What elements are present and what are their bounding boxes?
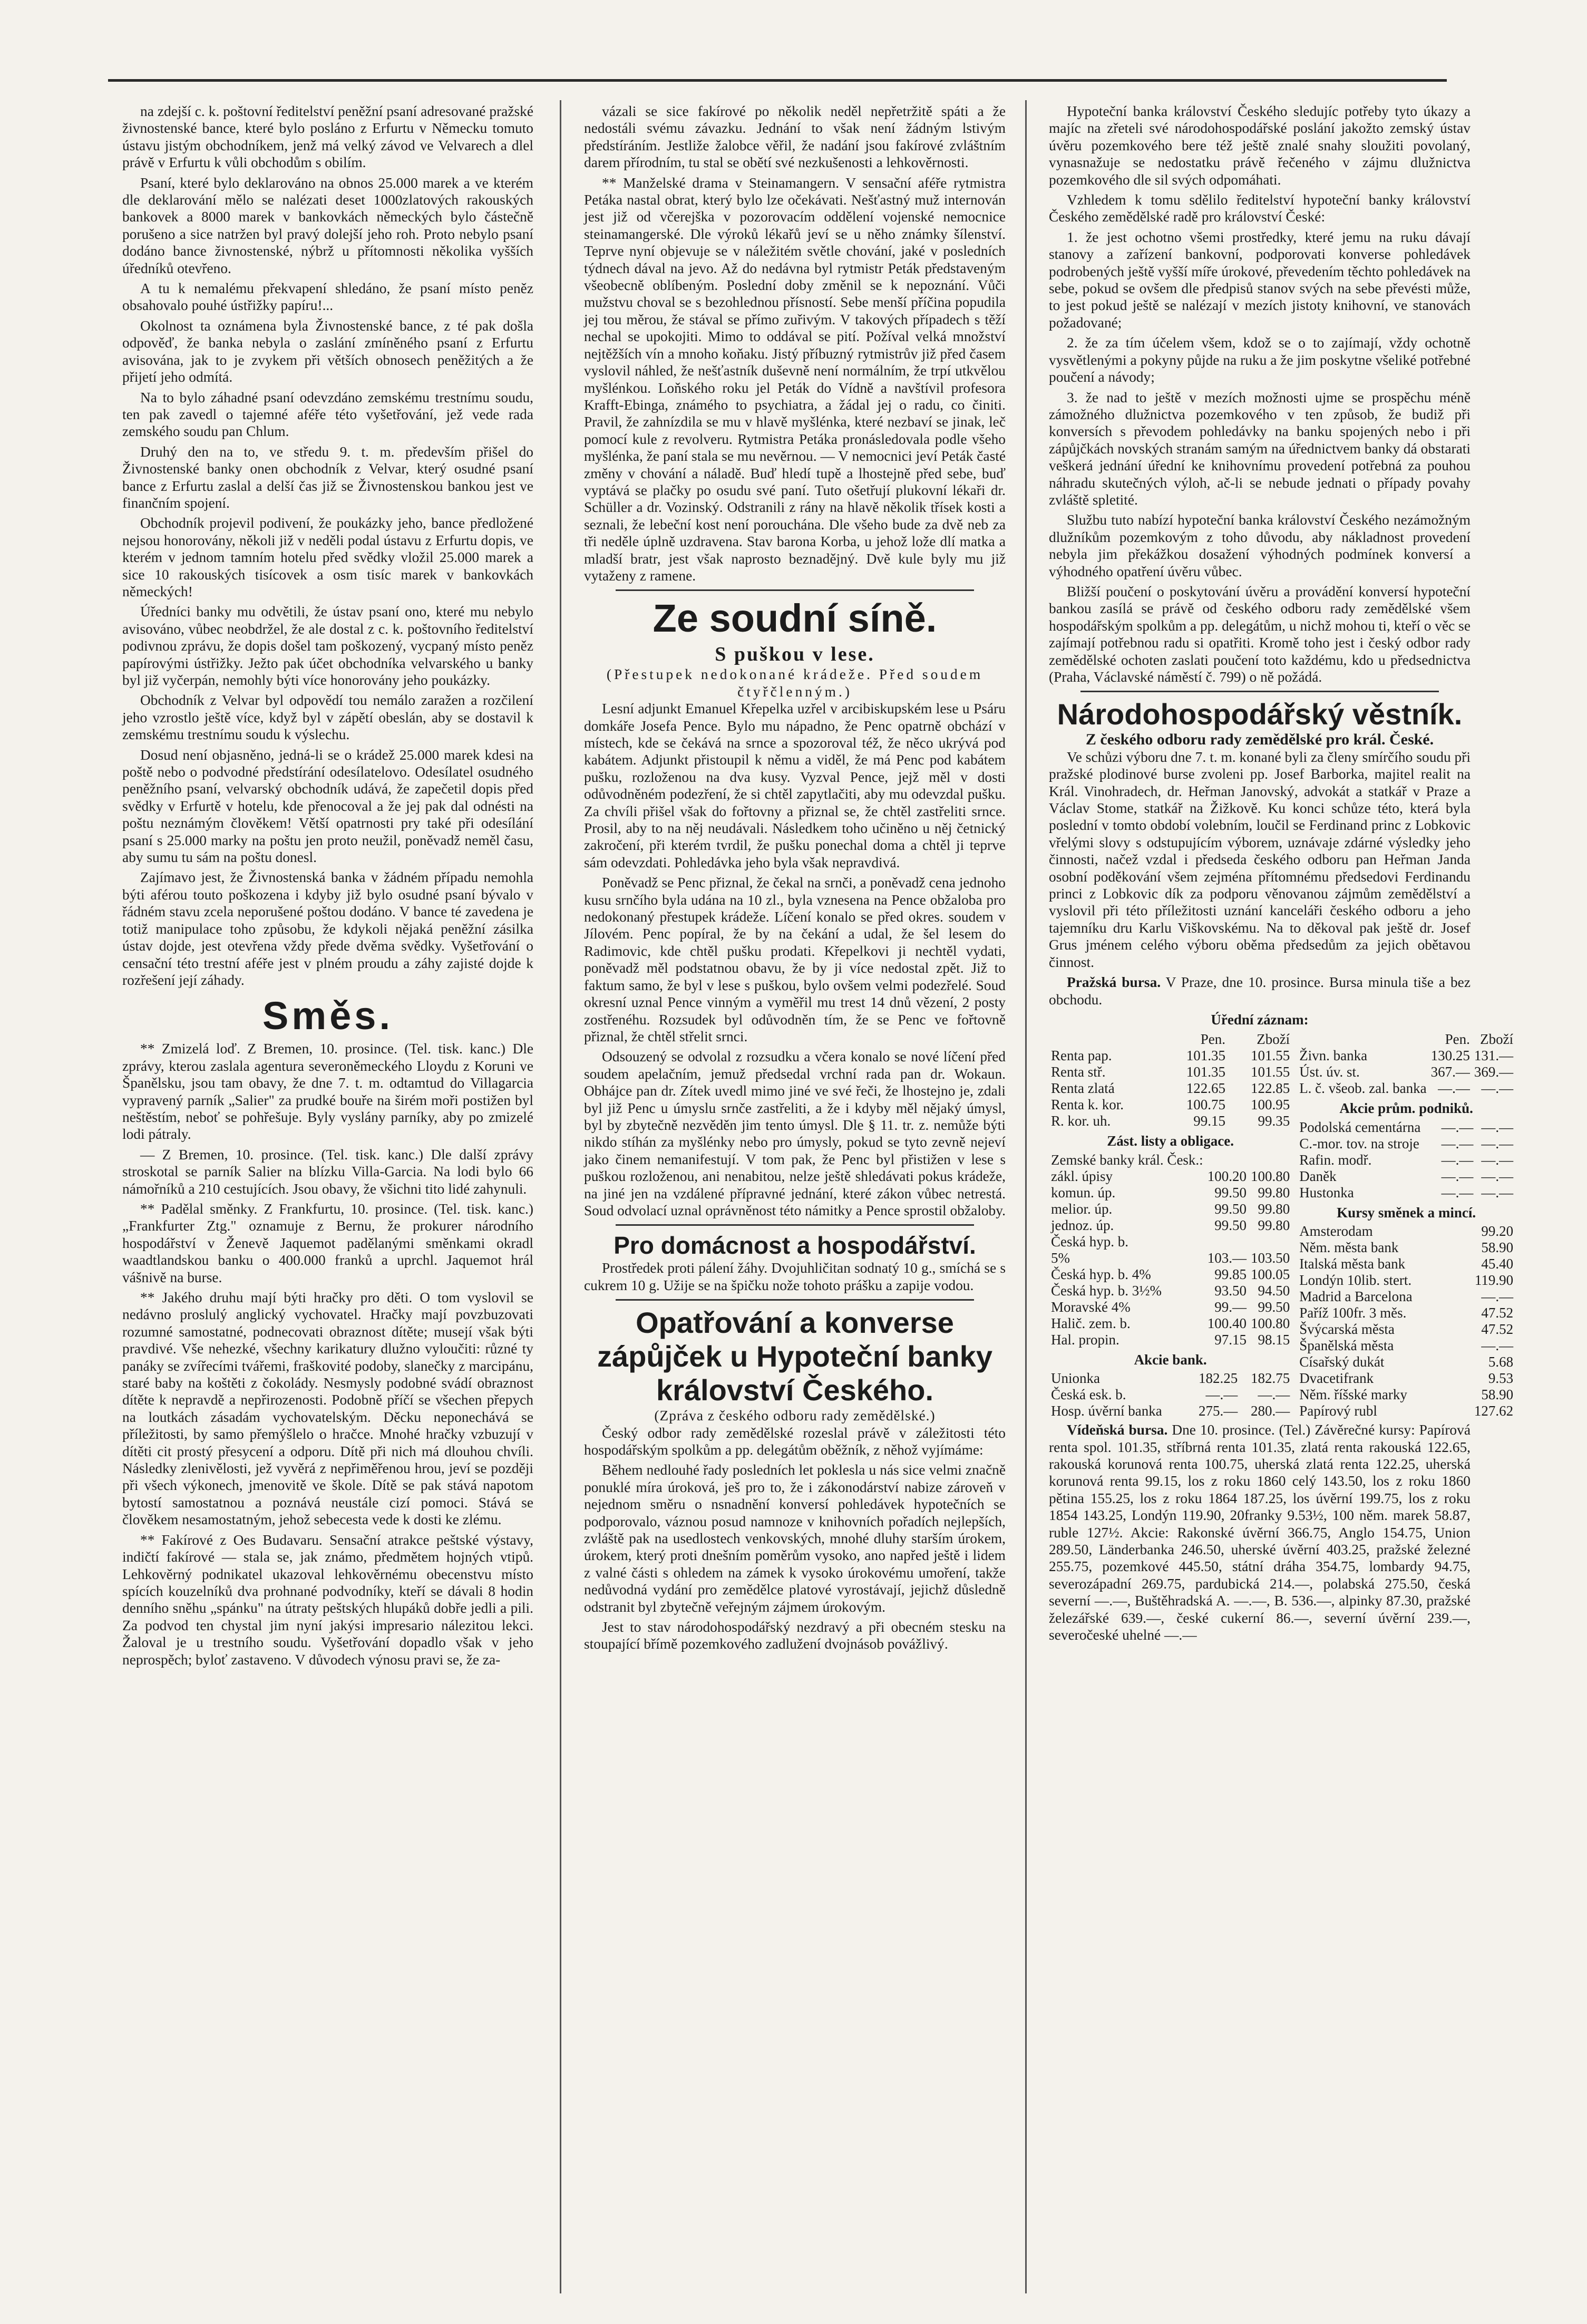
- cell: 58.90: [1481, 1387, 1514, 1403]
- top-rule: [108, 79, 1447, 82]
- cell: L. č. všeob. zal. banka: [1299, 1080, 1427, 1097]
- cell: 131.—: [1474, 1048, 1514, 1064]
- table-row: [1297, 1403, 1515, 1419]
- cell: Zemské banky král. Česk.:: [1051, 1151, 1203, 1168]
- cell: 99.20: [1481, 1223, 1514, 1240]
- cell: —.—: [1481, 1184, 1514, 1200]
- table-row: [1297, 1223, 1515, 1240]
- cell: 280.—: [1250, 1403, 1290, 1419]
- cell: 5%: [1051, 1250, 1070, 1266]
- cell: Hal. propin.: [1051, 1331, 1119, 1348]
- cell: 103.50: [1250, 1250, 1290, 1266]
- cell: 101.35: [1186, 1048, 1225, 1064]
- table-row: [1049, 1201, 1292, 1217]
- paragraph: Hypoteční banka království Českého sledujíc potřeby tyto úkazy a majíc na zřeteli své národohospodářské poslání jakožto zemský ústav úvěru pozemkového bere též ještě znalé snahy sloužiti povolaný, vynasnažuje se nedostatku právě řečeného v zájmu dlužnictva pozemkového dle sil svých odpomáhati.: [1049, 103, 1471, 188]
- cell: Renta stř.: [1051, 1064, 1106, 1080]
- cell: 101.35: [1186, 1064, 1225, 1080]
- paragraph: Český odbor rady zemědělské rozeslal právě v záležitosti této hospodářským spolkům a pp. delegátům oběžník, z něhož vyjímáme:: [584, 1425, 1006, 1458]
- paragraph: na zdejší c. k. poštovní ředitelství peněžní psaní adresované pražské živnostenské bance, které bylo posláno z Erfurtu v Německu tomuto ústavu jistým obchodníkem, jenž má velký závod ve Velvarech a dlel právě v Erfurtu k vůli obchodům s obilím.: [122, 103, 533, 171]
- cell: Daněk: [1299, 1168, 1337, 1184]
- cell: 122.65: [1186, 1080, 1225, 1097]
- paragraph: Ve schůzi výboru dne 7. t. m. konané byli za členy smírčího soudu při pražské plodinové burse zvoleni pp. Josef Barborka, majitel realit na Král. Vinohradech, dr. Heřman Janovský, advokát a statkář v Praze a Václav Stome, statkář na Žižkově. Ku konci schůze této, která byla poslední v tomto období volebním, loučil se Ferdinand princ z Lobkovic vřelými slovy s odstupujícím výborem, uznávaje zdárné výsledky jeho činnosti, načež vzdal i předseda českého odboru pan Heřman Janda osobní poděkování všem zejména přítomnému předsedovi Ferdinandu princi z Lobkovic dík za podporu věnovanou zájmům zemědělství a vyslovil při této příležitosti uznání kanceláři českého odboru a jeho tajemníku dru Karlu Viškovskému. Na to děkoval pak ještě dr. Josef Grus jménem celého výboru oběma předsedům za jejich obětavou činnost.: [1049, 749, 1471, 970]
- cell: Švýcarská města: [1299, 1321, 1395, 1338]
- bourse-tables: [1049, 1029, 1514, 1421]
- vienna-bourse: [1049, 1421, 1471, 1643]
- table-row: [1297, 1272, 1515, 1289]
- cell: Císařský dukát: [1299, 1354, 1385, 1370]
- table-row: [1297, 1136, 1515, 1152]
- rates-table-right: [1297, 1031, 1515, 1097]
- column-left: [122, 103, 533, 2291]
- cell: —.—: [1481, 1168, 1514, 1184]
- table-row: [1297, 1185, 1515, 1201]
- official-record-heading: Úřední záznam:: [1211, 1011, 1309, 1028]
- cell: Papírový rubl: [1299, 1403, 1377, 1419]
- cell: Renta pap.: [1051, 1048, 1112, 1064]
- paragraph: Úředníci banky mu odvětili, že ústav psaní ono, které mu nebylo avisováno, vůbec neobdržel, že ale dostal z c. k. poštovního ředitelství podivnou zprávu, že dopis došel tam poškozený, vycpaný místo peněz papírovými ústřižky. Ježto pak účet obchodníka velvarského u banky byl již vyčerpán, nemohly býti více honorovány jeho poukázky.: [122, 604, 533, 688]
- cell: Česká esk. b.: [1051, 1387, 1126, 1403]
- cell: 100.80: [1250, 1315, 1290, 1331]
- section-heading-economy: Národohospodářský věstník.: [1057, 698, 1463, 731]
- cell: Hosp. úvěrní banka: [1051, 1403, 1162, 1419]
- cell: 58.90: [1481, 1240, 1514, 1256]
- table-row: [1049, 1250, 1292, 1266]
- cell: 99.35: [1258, 1113, 1290, 1129]
- table-row: [1297, 1080, 1515, 1097]
- section-heading-household: Pro domácnost a hospodářství.: [614, 1232, 976, 1260]
- paragraph: 1. že jest ochotno všemi prostředky, které jemu na ruku dávají stanovy a zařízení bankovní, podporovati konverse pohledávek podrobených ještě vyšší míře úrokové, převedením těchto pohledávek na sebe, pokud se ovšem dle předpisů stanov svých na sebe převésti může, to jest pokud ještě se nalézají v mezích jistoty knihovní, ve stanovách požadované;: [1049, 229, 1471, 331]
- cell: 99.50: [1214, 1184, 1247, 1200]
- cell: —.—: [1481, 1338, 1514, 1354]
- cell: 100.80: [1250, 1168, 1290, 1184]
- paragraph: ** Fakírové z Oes Budavaru. Sensační atrakce peštské výstavy, indičtí fakírové — stala se, jak známo, předmětem hojných vtipů. Lehkověrný podnikatel ukazoval lehkověrnému obecenstvu místo spících kouzelníků dva prohnané podvodníky, kteří se dávali 8 hodin denního sněhu „spánku" na útraty peštských hlupáků dobře jedli a pili. Za podvod ten chystal jim nyní jakýsi impresario nálezitou lekci. Žaloval je u trestního soudu. Vyšetřování dopadlo však v jeho neprospěch; byloť zastaveno. V důvodech výnosu pravi se, že za-: [122, 1532, 533, 1668]
- paragraph: Na to bylo záhadné psaní odevzdáno zemskému trestnímu soudu, ten pak zavedl o tajemné aféře této vyšetřování, jež vede rada zemského soudu pan Chlum.: [122, 389, 533, 440]
- divider: [1080, 691, 1439, 692]
- cell: [1205, 1152, 1249, 1168]
- article-title: Z českého odboru rady zemědělské pro král. České.: [1085, 731, 1434, 749]
- cell: 93.50: [1214, 1282, 1247, 1299]
- paragraph: Okolnost ta oznámena byla Živnostenské bance, z té pak došla odpověď, že banka nebyla o zaslání zmíněného psaní z Erfurtu avisována, jak to je zvykem při větších obnosech peněžitých a že přijetí jeho odmítá.: [122, 317, 533, 385]
- table-heading: Akcie prům. podniků.: [1339, 1100, 1473, 1117]
- cell: 47.52: [1481, 1321, 1514, 1338]
- col-head-money: Pen.: [1445, 1031, 1470, 1048]
- cell: Unionka: [1051, 1370, 1100, 1387]
- table-row: [1049, 1113, 1292, 1129]
- cell: Něm. říšské marky: [1299, 1387, 1407, 1403]
- cell: [1249, 1152, 1292, 1168]
- paragraph: ** Zmizelá loď. Z Bremen, 10. prosince. (Tel. tisk. kanc.) Dle zprávy, kterou zaslala agentura severoněmeckého Lloydu z Koruni ve Španělsku, jsou tam obavy, že dne 7. t. m. odtamtud do Villagarcia vypravený parník „Salier" za prudké bouře na širém moři postižen byl neštěstím, neboť se pohřešuje. Byly vyslány parníky, aby po zmizelé lodi pátraly.: [122, 1041, 533, 1142]
- column-middle: [584, 103, 1006, 2291]
- paragraph: Psaní, které bylo deklarováno na obnos 25.000 marek a ve kterém dle deklarování mělo se nalézati deset 1000zlatových rakouských bankovek a 8000 marek v bankovkách německých bylo částečně porušeno a sice natržen byl pravý dolejší jeho roh. Proto nebylo psaní dodáno bance živnostenské, nýbrž u přítomnosti několika vyšších úředníků otevřeno.: [122, 175, 533, 276]
- cell: 99.80: [1258, 1200, 1290, 1217]
- cell: Dvacetifrank: [1299, 1370, 1374, 1387]
- cell: Hustonka: [1299, 1184, 1354, 1200]
- table-row: [1297, 1387, 1515, 1403]
- cell: zákl. úpisy: [1051, 1168, 1113, 1184]
- paragraph: ** Manželské drama v Steinamangern. V sensační aféře rytmistra Petáka nastal obrat, který bylo lze očekávati. Nešťastný muž internován jest již od včerejška v pozorovacím oddělení vojenské nemocnice steinamangerské. Dle výroků lékařů jeví se u něho známky šílenství. Teprve nyní objevuje se v náležitém světle chování, jaké v posledních týdnech dával na jevo. Až do nedávna byl rytmistr Peták představeným všeobecně oblíbeným. Poslední doby změnil se k nepoznání. Vůči mužstvu choval se s bezohlednou přísností. Sebe menší příčina popudila jej tou měrou, že stával se přímo zuřivým. V takových případech s těží nechal se upokojiti. Mimo to oddával se pití. Požíval velká množství nejtěžších vín a mnoho koňaku. Jistý příbuzný rytmistrův již před časem vyslovil náhled, že nešťastník duševně není normálním, že trpí utkvělou myšlénkou. Loňského roku jel Peták do Vídně a navštívil profesora Krafft-Ebinga, známého to psychiatra, a žádal jej o radu, co činiti. Pravil, že zahnízdila se mu v hlavě myšlénka, které nezbaví se jinak, leč pomocí kule z revolveru. Rytmistra Petáka pronásledovala podle všeho myšlénka, že paní stala se mu nevěrnou. — V nemocnici jeví Peták časté změny v chování a náladě. Buď hledí tupě a lhostejně před sebe, buď vyptává se plačky po osudu své paní. Tuto ošetřují plukovní lékaři dr. Schüller a dr. Vozinský. Odstranili z rány na hlavě několik třísek kosti a seznali, že lebeční kost není porouchána. Dle všeho bude za dvě neb za tři neděle úplně uzdravena. Stav barona Korba, u jehož lože dlí matka a mladší bratr, jest však naprosto beznadějný. Dvě kule byly mu již vytaženy z ramene.: [584, 175, 1006, 584]
- cell: Něm. města bank: [1299, 1240, 1399, 1256]
- cell: Španělská města: [1299, 1338, 1394, 1354]
- column-divider: [560, 100, 561, 2293]
- paragraph: Obchodník projevil podivení, že poukázky jeho, bance předložené nejsou honorovány, několi již v neděli podal ústavu z Erfurtu dopis, ve kterém v jednom tamním hotelu před svědky vložil 25.000 marek a sice 10 rakouských tisícovek a osm tisíc marek v bankovkách německých!: [122, 515, 533, 599]
- cell: 9.53: [1488, 1370, 1514, 1387]
- cell: —.—: [1438, 1080, 1470, 1097]
- column-right: [1049, 103, 1514, 2291]
- table-row: [1297, 1305, 1515, 1321]
- table-row: [1049, 1152, 1292, 1168]
- cell: Česká hyp. b. 3½%: [1051, 1282, 1162, 1299]
- table-row: [1049, 1048, 1292, 1064]
- exchange-rates-table: [1297, 1223, 1515, 1419]
- col-head-goods: Zboží: [1480, 1031, 1514, 1048]
- table-heading: Kursy směnek a mincí.: [1337, 1204, 1476, 1221]
- cell: 100.05: [1250, 1266, 1290, 1282]
- cell: 97.15: [1214, 1331, 1247, 1348]
- paragraph: Druhý den na to, ve středu 9. t. m. především přišel do Živnostenské banky onen obchodník z Velvar, který osudné psaní bance z Erfurtu zaslal a delší čas již se Živnostenskou bankou jest ve finančním spojení.: [122, 443, 533, 511]
- table-row: [1297, 1064, 1515, 1080]
- cell: Živn. banka: [1299, 1048, 1368, 1064]
- column-divider: [1025, 100, 1027, 2293]
- cell: —.—: [1481, 1080, 1514, 1097]
- prague-bourse-text: V Praze, dne 10. prosince. Bursa minula tiše a bez obchodu.: [1049, 974, 1471, 1008]
- cell: [1249, 1234, 1292, 1250]
- paragraph: Odsouzený se odvolal z rozsudku a včera konalo se nové líčení před soudem apelačním, jemuž předsedal vrchní rada pan dr. Wokaun. Obhájce pan dr. Zítek uvedl mimo jiné ve své řeči, že lhostejno je, zdali byl již Penc u úmyslu srnče zastřeliti, a že i kdyby měl nějaký úmysl, byl by zbytečně nezvěděn jim tento úmysl. Dle § 11. tr. z. nemůže býti nikdo stíhán za myšlénky nebo pro úmysly, pokud se tyto zevně nejeví jako činem nemanifestují. V tom pak, že Penc byl přistižen v lese s puškou rozloženou, ani nenabitou, nelze ještě shledávati pokus krádeže, na jiné jen na vzdálené přípravné jednání, které zákon vůbec netrestá. Soud odvolací uznal oprávněnost této námitky a Pence sprostil obžaloby.: [584, 1049, 1006, 1218]
- table-row: [1049, 1315, 1292, 1332]
- table-row: [1049, 1064, 1292, 1080]
- cell: 182.75: [1250, 1370, 1290, 1387]
- bourse-right-column: [1297, 1029, 1515, 1421]
- cell: —.—: [1481, 1135, 1514, 1151]
- divider: [616, 589, 974, 591]
- cell: 99.80: [1258, 1217, 1290, 1233]
- prague-bourse-title: Pražská bursa.: [1067, 974, 1161, 991]
- table-row: [1049, 1234, 1292, 1250]
- table-row: [1297, 1354, 1515, 1370]
- cell: 100.75: [1186, 1097, 1225, 1113]
- rates-table: [1049, 1031, 1292, 1129]
- table-row: [1049, 1283, 1292, 1299]
- table-row: [1297, 1370, 1515, 1387]
- col-head-money: Pen.: [1200, 1031, 1225, 1048]
- paragraph: Během nedlouhé řady posledních let poklesla u nás sice velmi značně ponuklé míra úroková, ješ pro to, že i zákonodárství nabize zároveň v nejednom směru o nsnadnění konversí pohledávek hypotečních se podporovalo, váznou posud namnoze v knihovních pořadích nejlepších, zvláště pak na usedlostech venkovských, mnohé dluhy starším úrokem, úrokem, který proti dnešním poměrům vysoko, ano napřed ještě i lidem z valné části s ohledem na zámek k vysoko úrokovému umoření, takže nedůvodná vydání pro zemědělce platové vyrostávají, jejichž důsledně odstranit byl zbytečně veřejným zájmem úrokovým.: [584, 1462, 1006, 1615]
- cell: 369.—: [1474, 1064, 1514, 1080]
- table-row: [1297, 1152, 1515, 1168]
- col-head-goods: Zboží: [1257, 1031, 1290, 1048]
- cell: 275.—: [1198, 1403, 1238, 1419]
- prague-bourse-lead: [1049, 974, 1471, 1008]
- table-row: [1049, 1080, 1292, 1097]
- divider: [616, 1299, 974, 1301]
- table-row: [1049, 1387, 1292, 1403]
- table-row: [1297, 1256, 1515, 1272]
- cell: 99.50: [1214, 1217, 1247, 1233]
- paragraph: Zajímavo jest, že Živnostenská banka v žádném případu nemohla býti aférou touto poškozena i kdyby již bylo osudné psaní bývalo v řádném stavu zcela neporušené poštou dodáno. V bance té zavedena je totiž manipulace toho způsobu, že kdykoli nějaká peněžní zásilka ústav dojde, jest otevřena vždy přede dvěma svědky. Vyšetřování o censační této trestní aféře jest v plném proudu a záhy zajisté dojde k rozřešení její záhady.: [122, 869, 533, 988]
- table-row: [1297, 1048, 1515, 1064]
- paragraph: vázali se sice fakírové po několik neděl nepřetržitě spáti a že nedostáli svému závazku. Jednání to však není žádným lstivým předstíráním. Jestliže žalobce věřil, že nadání jsou fakírové zvláštním darem přírodním, tu stal se obětí své nezkušenosti a lehkověrnosti.: [584, 103, 1006, 171]
- cell: C.-mor. tov. na stroje: [1299, 1135, 1419, 1151]
- cell: Amsterodam: [1299, 1223, 1373, 1240]
- cell: 119.90: [1474, 1272, 1514, 1289]
- cell: 99.—: [1214, 1299, 1247, 1315]
- bourse-left-column: [1049, 1029, 1292, 1421]
- paragraph: ** Padělal směnky. Z Frankfurtu, 10. prosince. (Tel. tisk. kanc.) „Frankfurter Ztg." oznamuje z Bernu, že prokurer národního hospodářství v Ženevě Jaquemot padělanými směnkami okradl waadtlandskou banku o 400.000 franků a uprchl. Jaquemot hrál vášnivě na burse.: [122, 1200, 533, 1285]
- table-row: [1297, 1168, 1515, 1185]
- cell: melior. úp.: [1051, 1200, 1113, 1217]
- table-row: [1049, 1185, 1292, 1201]
- cell: 100.95: [1250, 1097, 1290, 1113]
- cell: 99.85: [1214, 1266, 1247, 1282]
- cell: 100.40: [1207, 1315, 1247, 1331]
- paragraph: Prostředek proti pálení žáhy. Dvojuhličitan sodnatý 10 g., smíchá se s cukrem 10 g. Užije se na špičku nože tohoto prášku a zapije vodou.: [584, 1260, 1006, 1293]
- cell: R. kor. uh.: [1051, 1113, 1111, 1129]
- paragraph: — Z Bremen, 10. prosince. (Tel. tisk. kanc.) Dle další zprávy stroskotal se parník Salier na blízku Villa-Garcia. Na lodi bylo 66 námořníků a 210 cestujících. Jsou obavy, že všichni tito lidé zahynuli.: [122, 1146, 533, 1197]
- cell: 5.68: [1488, 1354, 1514, 1370]
- cell: Madrid a Barcelona: [1299, 1289, 1413, 1305]
- bonds-table: [1049, 1152, 1292, 1348]
- table-heading: Akcie bank.: [1134, 1351, 1207, 1368]
- cell: —.—: [1441, 1135, 1474, 1151]
- cell: 103.—: [1207, 1250, 1247, 1266]
- cell: 94.50: [1258, 1282, 1290, 1299]
- cell: Halič. zem. b.: [1051, 1315, 1131, 1331]
- cell: —.—: [1481, 1119, 1514, 1135]
- cell: —.—: [1481, 1151, 1514, 1168]
- vienna-bourse-text: Dne 10. prosince. (Tel.) Závěrečné kursy: Papírová renta spol. 101.35, stříbrná renta 101.35, zlatá renta rakouská 122.65, rakouská korunová renta 100.75, uherská zlatá renta 122.25, uherská korunová renta 99.15, los z roku 1860 celý 143.50, los z roku 1860 pětina 155.25, los z roku 1864 187.25, los úvěrní 199.75, los z roku 1854 143.25, Londýn 119.90, 20franky 9.53½, 100 něm. marek 58.87, ruble 127½. Akcie: Rakonské úvěrní 366.75, Anglo 154.75, Union 289.50, Länderbanka 246.50, uherské úvěrní 403.25, pražské železné 255.75, pozemkové 445.50, státní dráha 354.75, lombardy 94.75, severozápadní 269.75, pardubická 214.—, polabská 275.50, česká severní —.—, Buštěhradská A. —.—, B. 536.—, alpinky 87.30, pražské železářské 639.—, české cukerní 86.—, severní úvěrní 239.—, severočeské uhelné —.—: [1049, 1422, 1471, 1643]
- cell: 122.85: [1250, 1080, 1290, 1097]
- cell: 101.55: [1250, 1064, 1290, 1080]
- cell: 99.50: [1214, 1200, 1247, 1217]
- paragraph: Bližší poučení o poskytování úvěru a provádění konversí hypoteční bankou zasílá se právě od českého odboru rady zemědělské všem hospodářským spolkům a pp. delegátům, u nichž mohou ti, kteří o věc se zajímají potřebnou radu si opatřiti. Kromě toho jest i český odbor rady zemědělské ochoten zaslati poučení toto každému, kdo u předsednictva (Praha, Václavské náměstí č. 799) o ně požádá.: [1049, 583, 1471, 685]
- table-row: [1049, 1097, 1292, 1113]
- cell: —.—: [1481, 1289, 1514, 1305]
- cell: —.—: [1258, 1387, 1290, 1403]
- cell: 127.62: [1474, 1403, 1514, 1419]
- cell: Renta k. kor.: [1051, 1097, 1124, 1113]
- cell: Renta zlatá: [1051, 1080, 1115, 1097]
- table-row: [1297, 1338, 1515, 1354]
- paragraph: 3. že nad to ještě v mezích možnosti ujme se prospěchu méně zámožného dlužnictva pozemkového v ten způsob, že budiž při konversích s převodem pohledávky na banku spojených nebo i při zápůjčkách novských stranám samým na úřednictvem banky dá obstarati veškerá jednání úřední ke knihovnímu provedení potřebná za pouhou náhradu skutečných výloh, ač-li se nebude jednati o případy povahy zvláště spletité.: [1049, 389, 1471, 508]
- table-row: [1297, 1240, 1515, 1256]
- article-title: S puškou v lese.: [715, 643, 875, 666]
- section-heading-court: Ze soudní síně.: [653, 596, 937, 641]
- table-row: [1049, 1168, 1292, 1185]
- cell: —.—: [1441, 1151, 1474, 1168]
- table-row: [1297, 1119, 1515, 1136]
- cell: 45.40: [1481, 1256, 1514, 1272]
- table-heading: Zást. listy a obligace.: [1107, 1133, 1234, 1149]
- article-heading-conversion: Opatřování a konverse zápůjček u Hypoteční banky království Českého.: [597, 1306, 992, 1407]
- cell: —.—: [1441, 1119, 1474, 1135]
- industrial-shares-table: [1297, 1119, 1515, 1201]
- cell: 182.25: [1198, 1370, 1238, 1387]
- table-row: [1297, 1321, 1515, 1338]
- cell: komun. úp.: [1051, 1184, 1116, 1200]
- table-row: [1049, 1217, 1292, 1234]
- paragraph: Dosud není objasněno, jedná-li se o krádež 25.000 marek kdesi na poště nebo o podvodné předstírání odesílatelovo. Odesílatel osudného peněžního psaní, velvarský obchodník udává, že zapečetil dopis před svědky v Erfurtě v hotelu, kde přenocoval a že jej pak dal odnésti na poštu neznámým člověkem! Větší opatrnosti pry také při odesílání psaní s 25.000 marky na poštu jen proto neužil, poněvadž neměl času, aby sumu tu sám na poštu donesl.: [122, 747, 533, 866]
- cell: 98.15: [1258, 1331, 1290, 1348]
- cell: Moravské 4%: [1051, 1299, 1131, 1315]
- article-lead: (Zpráva z českého odboru rady zemědělské.): [654, 1408, 936, 1424]
- table-header-row: [1297, 1031, 1515, 1048]
- cell: Podolská cementárna: [1299, 1119, 1421, 1135]
- cell: 99.15: [1193, 1113, 1225, 1129]
- cell: Italská města bank: [1299, 1256, 1406, 1272]
- cell: Paříž 100fr. 3 měs.: [1299, 1305, 1407, 1321]
- paragraph: A tu k nemalému překvapení shledáno, že psaní místo peněz obsahovalo pouhé ústřižky papíru!...: [122, 280, 533, 314]
- cell: —.—: [1441, 1168, 1474, 1184]
- cell: 130.25: [1430, 1048, 1470, 1064]
- cell: 99.80: [1258, 1184, 1290, 1200]
- article-lead: (Přestupek nedokonané krádeže. Před soudem čtyřčlenným.): [606, 666, 984, 700]
- cell: 100.20: [1207, 1168, 1247, 1184]
- cell: [1205, 1234, 1249, 1250]
- table-row: [1049, 1403, 1292, 1419]
- paragraph: Vzhledem k tomu sdělilo ředitelství hypoteční banky království Českého zemědělské radě pro království České:: [1049, 192, 1471, 225]
- cell: jednoz. úp.: [1051, 1217, 1114, 1233]
- table-row: [1049, 1266, 1292, 1283]
- cell: 367.—: [1430, 1064, 1470, 1080]
- table-header-row: [1049, 1031, 1292, 1048]
- section-heading-smes: Směs.: [262, 994, 394, 1038]
- table-row: [1049, 1299, 1292, 1315]
- cell: Česká hyp. b. 4%: [1051, 1266, 1151, 1282]
- cell: —.—: [1205, 1387, 1238, 1403]
- cell: Česká hyp. b.: [1051, 1233, 1128, 1250]
- paragraph: Službu tuto nabízí hypoteční banka království Českého nezámožným dlužníkům pozemkovým z toho důvodu, aby nákladnost provedení nebyla jim překážkou dosažení výhodných podmínek konversí a výhodného opatření úvěru vůbec.: [1049, 512, 1471, 579]
- cell: Rafin. modř.: [1299, 1151, 1372, 1168]
- cell: 99.50: [1258, 1299, 1290, 1315]
- cell: Úst. úv. st.: [1299, 1064, 1360, 1080]
- cell: 47.52: [1481, 1305, 1514, 1321]
- paragraph: Jest to stav národohospodářský nezdravý a při obecném stesku na stoupající břímě pozemkového zadlužení dvojnásob povážlivý.: [584, 1619, 1006, 1652]
- cell: —.—: [1441, 1184, 1474, 1200]
- vienna-bourse-title: Vídeňská bursa.: [1067, 1422, 1168, 1438]
- table-row: [1049, 1332, 1292, 1348]
- table-row: [1297, 1289, 1515, 1305]
- table-row: [1049, 1370, 1292, 1387]
- paragraph: Obchodník z Velvar byl odpovědí tou nemálo zaražen a rozčilení jeho vzrostlo ještě více, když byl v zápětí obeslán, aby se dostavil k zemskému trestnímu soudu k výslechu.: [122, 692, 533, 743]
- paragraph: Lesní adjunkt Emanuel Křepelka uzřel v arcibiskupském lese u Psáru domkáře Josefa Pence. Bylo mu nápadno, že Penc opatrně obchází v místech, kde se čekává na srnce a spozoroval též, že něco ukrývá pod kabátem. Adjunkt přistoupil k němu a viděl, že má Penc pod kabátem pušku, rozloženou na dva kusy. Vyzval Pence, jejž měl v dosti odůvodněném podezření, že si chtěl zapytlačiti, aby mu odevzdal pušku. Za chvíli přišel však do fořtovny a přiznal se, že chtěl zastřeliti srnce. Prosil, aby to na něj neudávali. Následkem toho učiněno u něj četnický zakročení, při kterém tvrdil, že pušku ponechal doma a chtěl ji teprve sám odevzdati. Pohledávka jeho byla však nepravdivá.: [584, 701, 1006, 870]
- paragraph: Poněvadž se Penc přiznal, že čekal na srnči, a poněvadž cena jednoho kusu srnčího byla udána na 10 zl., byla vznesena na Pence obžaloba pro nedokonaný přestupek krádeže. Líčení konalo se před okres. soudem v Jílovém. Penc popíral, že by na čekání a udal, že šel lesem do Radimovic, kde chtěl pušku prodati. Křepelkovi ji nechtěl vydati, poněvadž měl podstatnou obavu, že by ji více nedostal zpět. Již to faktum samo, že byl v lese s puškou, bylo ovšem velmi podezřelé. Soud okresní uznal Pence vinným a vyměřil mu trest 14 dnů vězení, 2 posty zostřenéhu. Rozsudek byl odůvodněn tím, že se Penc ve fořtovně přiznal, že chtěl střelit srnci.: [584, 875, 1006, 1044]
- cell: Londýn 10lib. stert.: [1299, 1272, 1412, 1289]
- cell: 101.55: [1250, 1048, 1290, 1064]
- paragraph: ** Jakého druhu mají býti hračky pro děti. O tom vyslovil se nedávno proslulý anglický vychovatel. Hračky mají povzbuzovati rozumné samostatné, podnecovati obraznost dítěte; musejí však býti pravdivé. Vše nehezké, všechny karikatury dlužno vyloučiti: různé ty panáky se zvířecími tvářemi, fraškovité podoby, slanečky z marcipánu, staré baby na koštěti z čokolády. Nesmysly podobné svádí obraznost dítěte k nepravdě a nepřirozenosti. Podobně příčí se všechen přepych na loutkách zásadám vychovatelským. Děcku neponechává se příležitosti, by samo přemýšlelo o hračce. Mnohé hračky vzbuzují v dítěti cit prostý přesycení a odporu. Dítě při nich má dlouhou chvíli. Následky zlenivělosti, jež vyvěrá z nepřiměřenou hrou, jeví se později při všech výkonech, jmenovitě ve škole. Dítě se pak stává napotom bytostí samostatnou a poznává neustále cizí pomoci. Stává se člověkem nesamostatným, jehož sebecesta vede k dosti ke zlému.: [122, 1290, 533, 1528]
- divider: [616, 1224, 974, 1226]
- bank-shares-table: [1049, 1370, 1292, 1419]
- paragraph: 2. že za tím účelem všem, kdož se o to zajímají, vždy ochotně vysvětlenými a pokyny půjde na ruku a že jim poskytne všeliké potřebné poučení a návody;: [1049, 335, 1471, 385]
